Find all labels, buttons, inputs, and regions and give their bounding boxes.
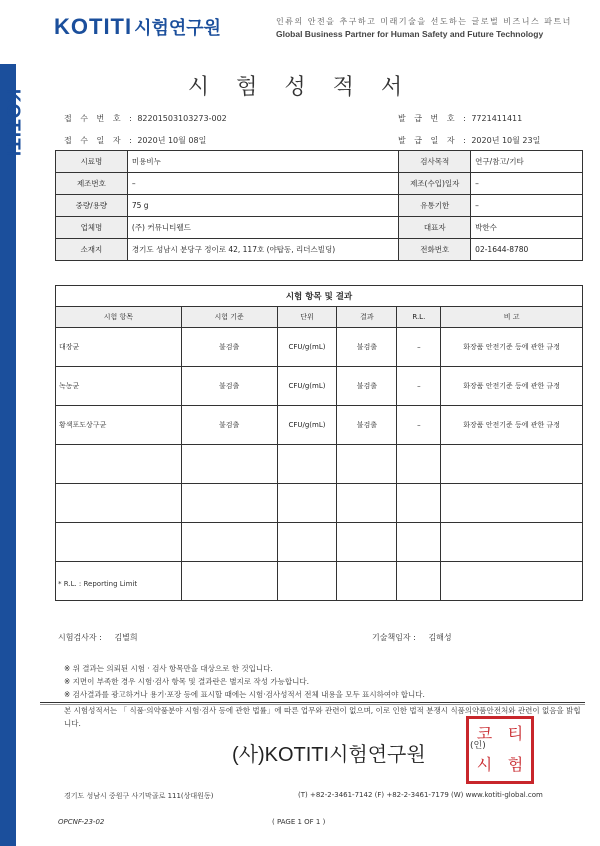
test-remark: 화장품 안전기준 등에 관한 규정 <box>441 406 583 445</box>
receipt-date <box>64 135 206 146</box>
test-item: 대장균 <box>56 328 182 367</box>
receipt-no-label: 접 수 번 호 : <box>64 114 135 123</box>
tech-label: 기술책임자 : <box>372 633 416 642</box>
company-label: 업체명 <box>56 217 128 239</box>
receipt-no-value: 82201503103273-002 <box>137 114 227 123</box>
col-header: 시험 항목 <box>56 307 182 328</box>
test-rl: – <box>397 367 441 406</box>
test-standard: 불검출 <box>181 406 277 445</box>
test-unit: CFU/g(mL) <box>277 406 337 445</box>
test-item: 녹농균 <box>56 367 182 406</box>
receipt-date-label: 접 수 일 자 : <box>64 136 135 145</box>
test-unit: CFU/g(mL) <box>277 328 337 367</box>
test-unit: CFU/g(mL) <box>277 367 337 406</box>
tagline-en: Global Business Partner for Human Safety and Future Technology <box>276 29 544 39</box>
weight-label: 중량/용량 <box>56 195 128 217</box>
sample-name-label: 시료명 <box>56 151 128 173</box>
table-row <box>56 367 583 406</box>
tech-name: 김해성 <box>428 633 452 642</box>
rl-note: * R.L. : Reporting Limit <box>58 580 138 588</box>
col-header: 결과 <box>337 307 397 328</box>
test-standard: 불검출 <box>181 328 277 367</box>
seal-mark: (인) <box>470 741 486 751</box>
header-logo <box>54 14 221 40</box>
sample-name: 미용비누 <box>127 151 398 173</box>
sidebar-logo-text: KOTITI <box>2 88 24 158</box>
phone: 02-1644-8780 <box>471 239 583 261</box>
test-remark: 화장품 안전기준 등에 관한 규정 <box>441 328 583 367</box>
note-item: ※ 검사결과를 광고하거나 용기·포장 등에 표시할 때에는 시험·검사성적서 전체 내용을 모두 표시하여야 합니다. <box>64 690 425 699</box>
mfg-date: – <box>471 173 583 195</box>
test-rl: – <box>397 406 441 445</box>
header-logo-text: KOTITI <box>54 14 133 39</box>
mfg-date-label: 제조(수입)일자 <box>399 173 471 195</box>
note-item: ※ 위 결과는 의뢰된 시험 · 검사 항목만을 대상으로 한 것입니다. <box>64 664 273 673</box>
mfg-no: – <box>127 173 398 195</box>
issue-no <box>398 113 522 124</box>
rep: 박한수 <box>471 217 583 239</box>
issue-date-label: 발 급 일 자 : <box>398 136 469 145</box>
tagline-kr: 인류의 안전을 추구하고 미래기술을 선도하는 글로벌 비즈니스 파트너 <box>276 17 572 26</box>
footer-contact: (T) +82-2-3461-7142 (F) +82-2-3461-7179 (W) www.kotiti-global.com <box>298 791 543 799</box>
tester <box>58 632 138 643</box>
issue-no-value: 7721411411 <box>471 114 523 123</box>
test-remark: 화장품 안전기준 등에 관한 규정 <box>441 367 583 406</box>
purpose: 연구/참고/기타 <box>471 151 583 173</box>
weight: 75 g <box>127 195 398 217</box>
address-label: 소재지 <box>56 239 128 261</box>
footer-address: 경기도 성남시 중원구 사기막골로 111(상대원동) <box>64 792 214 800</box>
table-row <box>56 406 583 445</box>
col-header: 단위 <box>277 307 337 328</box>
empty-row <box>56 445 583 484</box>
document-title: 시 험 성 적 서 <box>187 75 413 100</box>
tech-manager <box>372 632 452 643</box>
page-number: ( PAGE 1 OF 1 ) <box>272 818 326 826</box>
empty-row <box>56 523 583 562</box>
phone-label: 전화번호 <box>399 239 471 261</box>
results-table <box>55 285 583 601</box>
results-section-title: 시험 항목 및 결과 <box>56 286 583 307</box>
col-header: 비 고 <box>441 307 583 328</box>
empty-row <box>56 484 583 523</box>
sidebar-band <box>0 64 16 846</box>
official-seal: 코 티 시 험 <box>466 716 534 784</box>
receipt-no <box>64 113 227 124</box>
sample-info-table <box>55 150 583 261</box>
test-item: 황색포도상구균 <box>56 406 182 445</box>
issue-no-label: 발 급 번 호 : <box>398 114 469 123</box>
form-number: OPCNF-23-02 <box>58 818 105 826</box>
col-header: 시험 기준 <box>181 307 277 328</box>
col-header: R.L. <box>397 307 441 328</box>
company: (주) 커뮤니티웰드 <box>127 217 398 239</box>
tester-label: 시험검사자 : <box>58 633 102 642</box>
expiry-label: 유통기한 <box>399 195 471 217</box>
divider <box>40 702 585 703</box>
test-result: 불검출 <box>337 328 397 367</box>
test-standard: 불검출 <box>181 367 277 406</box>
notes <box>64 662 425 701</box>
purpose-label: 검사목적 <box>399 151 471 173</box>
test-result: 불검출 <box>337 367 397 406</box>
note-item: ※ 지면이 부족한 경우 시험·검사 항목 및 결과란은 별지로 작성 가능합니다. <box>64 677 309 686</box>
expiry: – <box>471 195 583 217</box>
legal-notice: 본 시험성적서는 「 식품·의약품분야 시험·검사 등에 관한 법률」에 따른 업무와 관련이 없으며, 이로 인한 법적 분쟁시 식품의약품안전처와 관련이 없음을 밝힙니다. <box>64 706 581 728</box>
test-result: 불검출 <box>337 406 397 445</box>
issue-date <box>398 135 540 146</box>
table-row <box>56 328 583 367</box>
rep-label: 대표자 <box>399 217 471 239</box>
tester-name: 김별희 <box>114 633 138 642</box>
organization-name: (사)KOTITI시험연구원 <box>232 744 426 766</box>
mfg-no-label: 제조번호 <box>56 173 128 195</box>
address: 경기도 성남시 분당구 정이로 42, 117호 (야탑동, 리더스빌딩) <box>127 239 398 261</box>
receipt-date-value: 2020년 10월 08일 <box>137 136 207 145</box>
issue-date-value: 2020년 10월 23일 <box>471 136 541 145</box>
header-logo-kr: 시험연구원 <box>134 18 222 38</box>
test-rl: – <box>397 328 441 367</box>
